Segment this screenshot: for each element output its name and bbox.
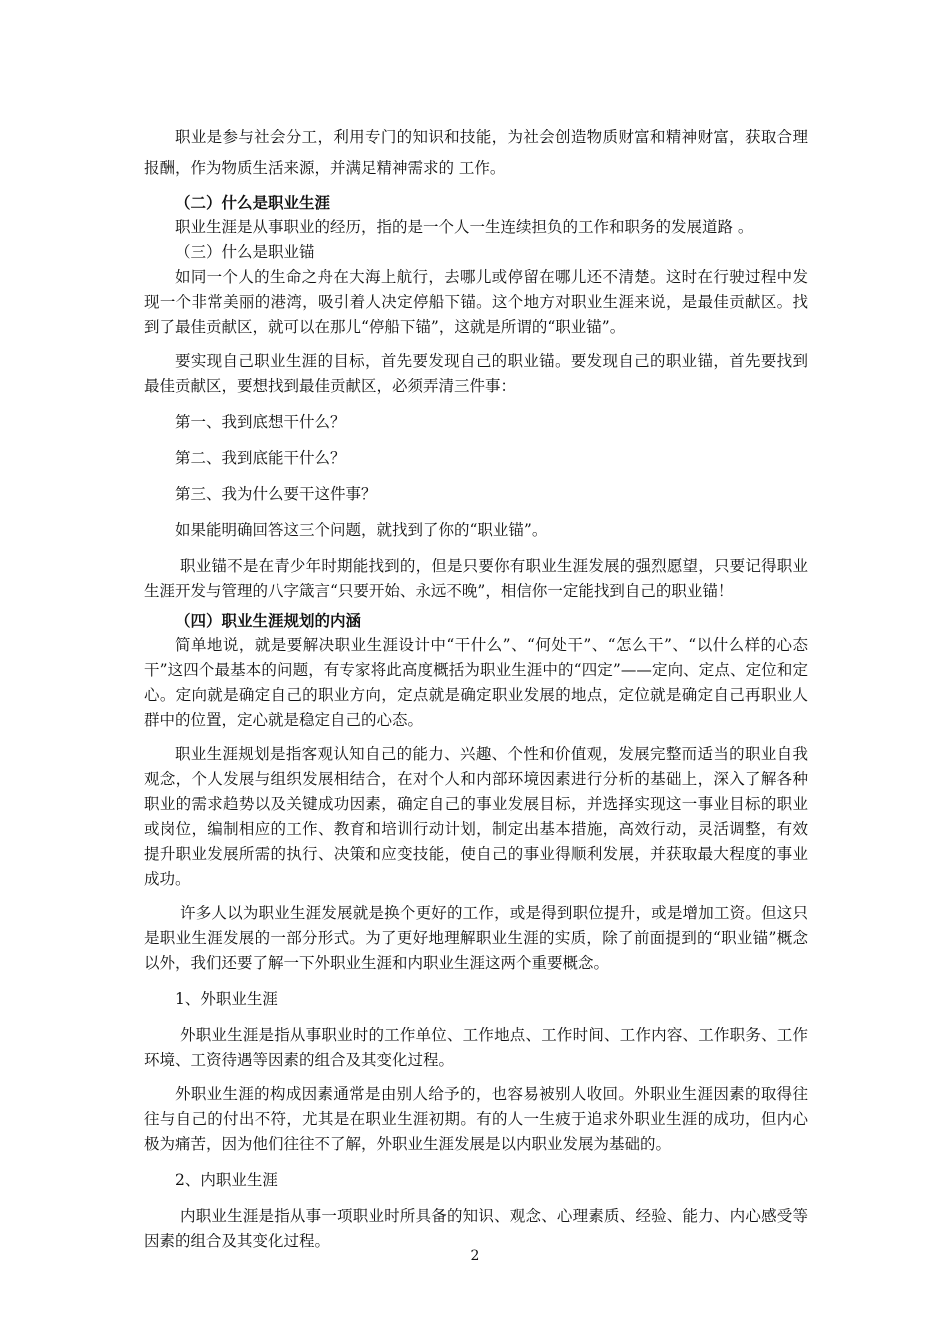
list-item-question-1: 第一、我到底想干什么？ [175, 413, 346, 431]
paragraph-answer: 如果能明确回答这三个问题，就找到了你的“职业锚”。 [175, 521, 548, 539]
paragraph-career-anchor-metaphor: 如同一个人的生命之舟在大海上航行，去哪儿或停留在哪儿还不清楚。这时在行驶过程中发现一个非常美丽的港湾，吸引着人决定停船下锚。这个地方对职业生涯来说，是最佳贡献区。找到了最佳贡献区，就可以在那儿“停船下锚”，这就是所谓的“职业锚”。 [144, 268, 808, 336]
paragraph-find-anchor: 要实现自己职业生涯的目标，首先要发现自己的职业锚。要发现自己的职业锚，首先要找到最佳贡献区，要想找到最佳贡献区，必须弄清三件事： [144, 352, 808, 395]
paragraph-planning-definition: 职业生涯规划是指客观认知自己的能力、兴趣、个性和价值观，发展完整而适当的职业自我观念，个人发展与组织发展相结合，在对个人和内部环境因素进行分析的基础上，深入了解各种职业的需求趋势以及关键成功因素，确定自己的事业发展目标，并选择实现这一事业目标的职业或岗位，编制相应的工作、教育和培训行动计划，制定出基本措施，高效行动，灵活调整，有效提升职业发展所需的执行、决策和应变技能，使自己的事业得顺利发展，并获取最大程度的事业成功。 [144, 745, 808, 888]
paragraph-four-fixes: 简单地说，就是要解决职业生涯设计中“干什么”、“何处干”、“怎么干”、“以什么样的心态干”这四个最基本的问题，有专家将此高度概括为职业生涯中的“四定”——定向、定点、定位和定心。定向就是确定自己的职业方向，定点就是确定职业发展的地点，定位就是确定自己再职业人群中的位置，定心就是稳定自己的心态。 [144, 636, 808, 729]
heading-internal-career: 2、内职业生涯 [175, 1171, 278, 1189]
heading-career-planning: （四）职业生涯规划的内涵 [175, 611, 362, 630]
paragraph-career-development: 许多人以为职业生涯发展就是换个更好的工作，或是得到职位提升，或是增加工资。但这只是职业生涯发展的一部分形式。为了更好地理解职业生涯的实质，除了前面提到的“职业锚”概念以外，我们还要了解一下外职业生涯和内职业生涯这两个重要概念。 [144, 904, 808, 972]
page-number: 2 [470, 1248, 480, 1264]
paragraph-external-definition: 外职业生涯是指从事职业时的工作单位、工作地点、工作时间、工作内容、工作职务、工作环境、工资待遇等因素的组合及其变化过程。 [144, 1026, 808, 1069]
list-item-question-2: 第二、我到底能干什么？ [175, 449, 346, 467]
document-body [144, 122, 808, 1254]
paragraph-external-factors: 外职业生涯的构成因素通常是由别人给予的，也容易被别人收回。外职业生涯因素的取得往往与自己的付出不符，尤其是在职业生涯初期。有的人一生疲于追求外职业生涯的成功，但内心极为痛苦，因为他们往往不了解，外职业生涯发展是以内职业发展为基础的。 [144, 1085, 808, 1153]
heading-career: （二）什么是职业生涯 [175, 193, 331, 212]
list-item-question-3: 第三、我为什么要干这件事？ [175, 485, 377, 503]
paragraph-never-late: 职业锚不是在青少年时期能找到的，但是只要你有职业生涯发展的强烈愿望，只要记得职业生涯开发与管理的八字箴言“只要开始、永远不晚”，相信你一定能找到自己的职业锚！ [144, 557, 808, 600]
paragraph-definition-occupation: 职业是参与社会分工，利用专门的知识和技能，为社会创造物质财富和精神财富，获取合理报酬，作为物质生活来源，并满足精神需求的 工作。 [144, 128, 808, 177]
heading-external-career: 1、外职业生涯 [175, 990, 278, 1008]
paragraph-internal-definition: 内职业生涯是指从事一项职业时所具备的知识、观念、心理素质、经验、能力、内心感受等因素的组合及其变化过程。 [144, 1207, 808, 1250]
paragraph-definition-career: 职业生涯是从事职业的经历，指的是一个人一生连续担负的工作和职务的发展道路 。 [175, 218, 754, 236]
heading-career-anchor: （三）什么是职业锚 [175, 243, 315, 261]
